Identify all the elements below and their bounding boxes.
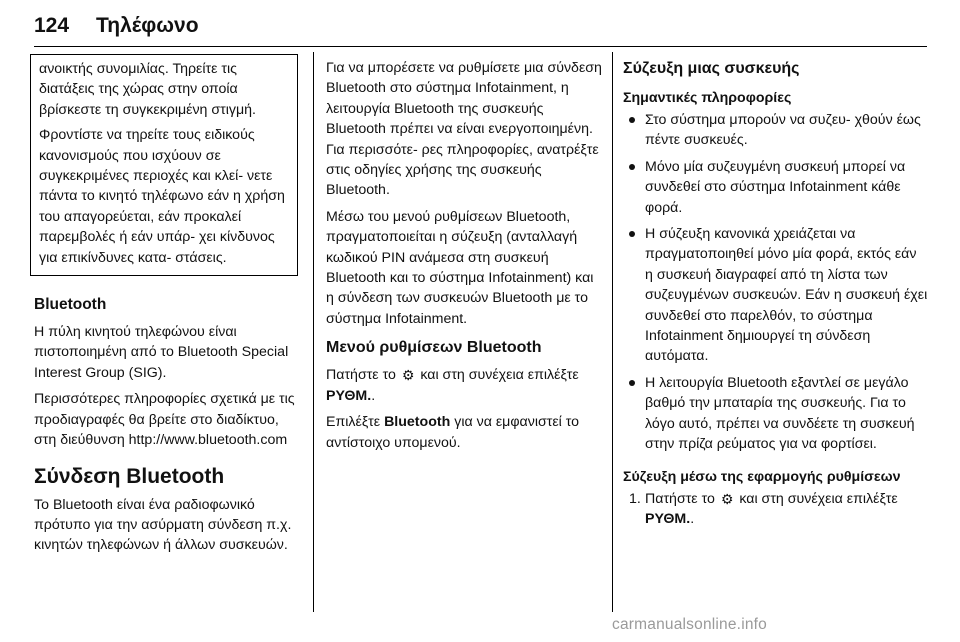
settings-menu-heading: Μενού ρυθμίσεων Bluetooth bbox=[326, 339, 542, 357]
bullet-dot bbox=[629, 380, 635, 386]
bluetooth-heading: Bluetooth bbox=[34, 296, 107, 314]
settings-menu-step-1: Πατήστε το ⚙ και στη συνέχεια επιλέξτε ΡΥΘΜ.. bbox=[326, 367, 579, 404]
page-title: Τηλέφωνο bbox=[96, 14, 199, 37]
bluetooth-paragraph-1: Η πύλη κινητού τηλεφώνου είναι πιστοποιημένη από το Bluetooth Special Interest Group (SIG). bbox=[34, 324, 289, 381]
pairing-steps bbox=[623, 489, 928, 530]
gear-icon: ⚙ bbox=[720, 490, 734, 507]
settings-label: ΡΥΘΜ. bbox=[645, 510, 691, 527]
column-1 bbox=[34, 58, 300, 562]
settings-menu-step-2: Επιλέξτε Bluetooth για να εμφανιστεί το αντίστοιχο υπομενού. bbox=[326, 414, 580, 451]
notice-paragraph-1: ανοικτής συνομιλίας. Τηρείτε τις διατάξεις της χώρας στην οποία βρίσκεστε τη συγκεκριμένη στιγμή. bbox=[39, 61, 257, 118]
gear-icon: ⚙ bbox=[401, 367, 415, 384]
notice-box bbox=[30, 54, 298, 276]
step-item: 1. Πατήστε το ⚙ και στη συνέχεια επιλέξτε ΡΥΘΜ.. bbox=[629, 490, 898, 527]
bullet-dot bbox=[629, 231, 635, 237]
header-divider bbox=[34, 46, 927, 47]
list-item: Μόνο μία συζευγμένη συσκευή μπορεί να συνδεθεί στο σύστημα Infotainment κάθε φορά. bbox=[623, 157, 928, 218]
bluetooth-label: Bluetooth bbox=[384, 414, 451, 431]
pairing-heading: Σύζευξη μιας συσκευής bbox=[623, 60, 800, 77]
list-item: Στο σύστημα μπορούν να συζευ- χθούν έως πέντε συσκευές. bbox=[623, 110, 928, 151]
bluetooth-connection-paragraph: Το Bluetooth είναι ένα ραδιοφωνικό πρότυπο για την ασύρματη σύνδεση π.χ. κινητών τηλεφώνων ή άλλων συσκευών. bbox=[34, 496, 292, 554]
important-info-heading: Σημαντικές πληροφορίες bbox=[623, 90, 792, 106]
settings-label: ΡΥΘΜ. bbox=[326, 387, 372, 404]
column-2 bbox=[326, 58, 602, 459]
page-number: 124 bbox=[34, 14, 70, 37]
bluetooth-paragraph-2: Περισσότερες πληροφορίες σχετικά με τις προδιαγραφές θα βρείτε στο διαδίκτυο, στη διεύθυνση http://www.bluetooth.com bbox=[34, 391, 295, 449]
pairing-via-settings-heading: Σύζευξη μέσω της εφαρμογής ρυθμίσεων bbox=[623, 468, 901, 485]
column-divider-1 bbox=[313, 52, 314, 612]
page-header bbox=[34, 14, 199, 44]
column-3 bbox=[623, 58, 928, 529]
column-divider-2 bbox=[612, 52, 613, 612]
list-item: Η λειτουργία Bluetooth εξαντλεί σε μεγάλο βαθμό την μπαταρία της συσκευής. Για το λόγο αυτό, πρέπει να συνδέετε τη συσκευή στην πρίζα ρεύματος για να φορτίσει. bbox=[623, 373, 928, 455]
setup-paragraph-1: Για να μπορέσετε να ρυθμίσετε μια σύνδεση Bluetooth στο σύστημα Infotainment, η λειτουργία Bluetooth της συσκευής Bluetooth πρέπει να είναι ενεργοποιημένη. Για περισσότε- ρες πληροφορίες, ανατρέξτε στις οδηγίες χρήσης της συσκευής Bluetooth. bbox=[326, 60, 602, 199]
bluetooth-connection-heading: Σύνδεση Bluetooth bbox=[34, 464, 225, 488]
setup-paragraph-2: Μέσω του μενού ρυθμίσεων Bluetooth, πραγματοποιείται η σύζευξη (ανταλλαγή κωδικού PIN ανάμεσα στη συσκευή Bluetooth και το σύστημα Infotainment) και η σύνδεση των συσκευών Bluetooth με το σύστημα Infotainment. bbox=[326, 208, 594, 327]
notice-paragraph-2: Φροντίστε να τηρείτε τους ειδικούς κανονισμούς που ισχύουν σε συγκεκριμένες περιοχές και κλεί- νετε πάντα το κινητό τηλέφωνο εάν η χρήση του απαγορεύεται, εάν προκαλεί παρεμβολές ή εάν υπάρ- χει κίνδυνος για επικίνδυνες κατα- στάσεις. bbox=[39, 127, 285, 266]
bullet-dot bbox=[629, 117, 635, 123]
important-info-list bbox=[623, 110, 928, 455]
watermark: carmanualsonline.info bbox=[612, 616, 767, 633]
bullet-dot bbox=[629, 164, 635, 170]
list-item: Η σύζευξη κανονικά χρειάζεται να πραγματοποιηθεί μόνο μία φορά, εκτός εάν η συσκευή διαγραφεί από τη λίστα των συζευγμένων συσκευών. Εάν η συσκευή έχει συνδεθεί στο παρελθόν, το σύστημα Infotainment δημιουργεί τη σύνδεση αυτόματα. bbox=[623, 224, 928, 367]
